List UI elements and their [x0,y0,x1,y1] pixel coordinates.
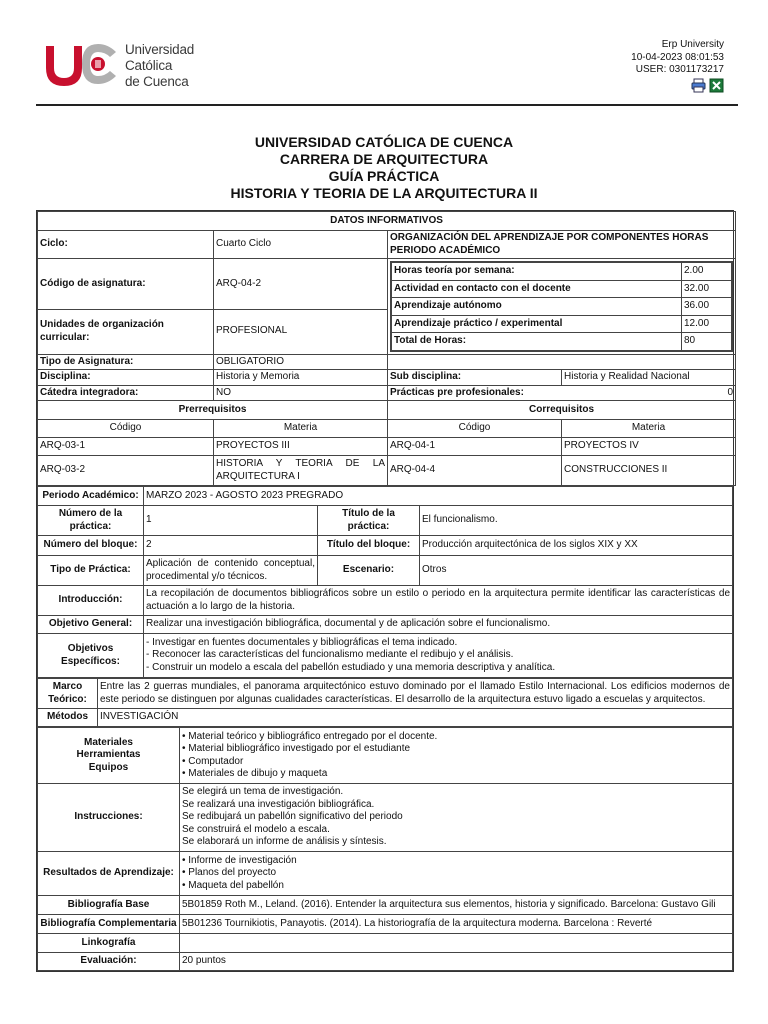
catedra-value: NO [214,385,388,401]
codigo-value: ARQ-04-2 [214,259,388,310]
hours-label: Aprendizaje práctico / experimental [392,315,682,333]
hours-value: 12.00 [682,315,732,333]
materiales-label-3: Equipos [88,761,129,773]
hours-row [392,280,732,298]
titulo-practica-value: El funcionalismo. [420,506,733,536]
titulo-bloque-value: Producción arquitectónica de los siglos XIX y XX [420,536,733,556]
objetivo-general-value: Realizar una investigación bibliográfica, documental y de aplicación sobre el funcionalismo. [144,616,733,634]
instrucciones-list [180,784,733,852]
org-heading: ORGANIZACIÓN DEL APRENDIZAJE POR COMPONENTES HORAS PERIODO ACADÉMICO [388,231,736,259]
linkografia-value [180,934,733,953]
hours-value: 80 [682,333,732,351]
resultado-item: • Informe de investigación [182,854,297,866]
metodos-label: Métodos [38,709,98,727]
metodos-value: INVESTIGACIÓN [98,709,733,727]
practica-table [37,486,733,678]
unidades-value: PROFESIONAL [214,309,388,354]
objetivo-especifico: - Investigar en fuentes documentales y bibliográficas el tema indicado. [146,636,458,648]
bibliografia-complementaria-value: 5B01236 Tournikiotis, Panayotis. (2014). La historiografía de la arquitectura moderna. Barcelona : Reverté [180,915,733,934]
subdisciplina-value: Historia y Realidad Nacional [562,370,736,386]
objetivo-especifico: - Reconocer las características del funcionalismo mediante el redibujo y el análisis. [146,649,514,661]
resultado-item: • Maqueta del pabellón [182,879,284,891]
instrucciones-label: Instrucciones: [38,784,180,852]
practicas-value: 0 [562,385,736,401]
user-id: USER: 0301173217 [635,64,724,75]
evaluacion-label: Evaluación: [38,953,180,971]
co-col-materia: Materia [562,420,736,438]
objetivo-general-label: Objetivo General: [38,616,144,634]
practice-guide-sheet [36,210,734,972]
titulo-practica-label: Título de la práctica: [318,506,420,536]
resultado-item: • Planos del proyecto [182,867,277,879]
hours-label: Aprendizaje autónomo [392,298,682,316]
pre-col-codigo: Código [38,420,214,438]
pre-materia: HISTORIA Y TEORIA DE LA ARQUITECTURA I [214,456,388,486]
hours-cell [388,259,736,355]
hours-label: Actividad en contacto con el docente [392,280,682,298]
pre-codigo: ARQ-03-1 [38,438,214,456]
introduccion-value: La recopilación de documentos bibliográficos sobre un estilo o periodo en la arquitectura permite identificar las características de actuación a lo largo de la historia. [144,586,733,616]
catedra-label: Cátedra integradora: [38,385,214,401]
tipo-practica-label: Tipo de Práctica: [38,556,144,586]
requisito-row [38,438,736,456]
co-codigo: ARQ-04-1 [388,438,562,456]
bibliografia-base-label: Bibliografía Base [38,896,180,915]
hours-value: 2.00 [682,263,732,281]
title-subject: HISTORIA Y TEORIA DE LA ARQUITECTURA II [230,185,538,201]
recursos-table [37,727,733,971]
escenario-label: Escenario: [318,556,420,586]
material-item: • Material teórico y bibliográfico entregado por el docente. [182,730,438,742]
logo-line-3: de Cuenca [125,74,189,89]
hours-box [390,261,733,352]
co-codigo: ARQ-04-4 [388,456,562,486]
practicas-label: Prácticas pre profesionales: [388,385,562,401]
tipo-practica-value: Aplicación de contenido conceptual, procedimental y/o técnicos. [144,556,318,586]
hours-row [392,263,732,281]
marco-table [37,678,733,727]
excel-icon[interactable] [709,78,724,93]
evaluacion-value: 20 puntos [180,953,733,971]
hours-table [391,262,732,351]
materiales-list [180,728,733,784]
objetivo-especifico: - Construir un modelo a escala del pabellón estudiado y una memoria descriptiva y analítica. [146,661,556,673]
title-university: UNIVERSIDAD CATÓLICA DE CUENCA [254,134,514,150]
title-career: CARRERA DE ARQUITECTURA [279,151,489,167]
hours-row [392,315,732,333]
hours-value: 36.00 [682,298,732,316]
correquisitos-heading: Correquisitos [388,401,736,420]
ciclo-label: Ciclo: [38,231,214,259]
co-col-codigo: Código [388,420,562,438]
disciplina-label: Disciplina: [38,370,214,386]
uc-logo-icon [42,40,122,92]
pre-col-materia: Materia [214,420,388,438]
bibliografia-complementaria-label: Bibliografía Complementaria [38,915,180,934]
header-divider [36,104,738,106]
introduccion-label: Introducción: [38,586,144,616]
pre-codigo: ARQ-03-2 [38,456,214,486]
document-titles [0,134,768,202]
periodo-value: MARZO 2023 - AGOSTO 2023 PREGRADO [144,487,733,506]
instruccion-item: Se redibujará un pabellón significativo del periodo [182,811,403,823]
bibliografia-base-value: 5B01859 Roth M., Leland. (2016). Entender la arquitectura sus elementos, historia y significado. Barcelona: Gustavo Gili [180,896,733,915]
numero-bloque-value: 2 [144,536,318,556]
tipo-asignatura-label: Tipo de Asignatura: [38,354,214,370]
system-name: Erp University [661,39,724,50]
hours-label: Horas teoría por semana: [392,263,682,281]
materiales-label-1: Materiales [84,736,133,748]
hours-row [392,333,732,351]
titulo-bloque-label: Título del bloque: [318,536,420,556]
codigo-label: Código de asignatura: [38,259,214,310]
resultados-label: Resultados de Aprendizaje: [38,852,180,896]
marco-teorico-value: Entre las 2 guerras mundiales, el panorama arquitectónico estuvo dominado por el llamado Estilo Internacional. Los edificios modernos de este periodo se distinguen por algunas cualidades características. El desarrollo de la arquitectura estuvo ligado a escuelas y arquitectos. [98,679,733,709]
materiales-label [38,728,180,784]
materiales-label-2: Herramientas [76,749,141,761]
numero-bloque-label: Número del bloque: [38,536,144,556]
subdisciplina-label: Sub disciplina: [388,370,562,386]
print-datetime: 10-04-2023 08:01:53 [631,51,724,63]
system-info [631,39,724,77]
printer-icon[interactable] [691,78,706,93]
instruccion-item: Se realizará una investigación bibliográfica. [182,798,375,810]
logo-line-2: Católica [125,58,173,73]
linkografia-label: Linkografía [38,934,180,953]
marco-teorico-label: Marco Teórico: [38,679,98,709]
instruccion-item: Se elaborará un informe de análisis y síntesis. [182,836,387,848]
datos-table [37,211,736,486]
ciclo-value: Cuarto Ciclo [214,231,388,259]
university-logo [42,40,232,92]
pre-materia: PROYECTOS III [214,438,388,456]
tipo-asignatura-value: OBLIGATORIO [214,354,388,370]
logo-line-1: Universidad [125,42,195,57]
hours-row [392,298,732,316]
material-item: • Computador [182,755,244,767]
objetivos-especificos-label: Objetivos Específicos: [38,634,144,678]
datos-heading: DATOS INFORMATIVOS [38,212,736,231]
numero-practica-value: 1 [144,506,318,536]
hours-value: 32.00 [682,280,732,298]
resultados-list [180,852,733,896]
periodo-label: Periodo Académico: [38,487,144,506]
co-materia: PROYECTOS IV [562,438,736,456]
hours-label: Total de Horas: [392,333,682,351]
instruccion-item: Se construirá el modelo a escala. [182,823,330,835]
export-icons [691,78,724,93]
material-item: • Material bibliográfico investigado por el estudiante [182,743,411,754]
escenario-value: Otros [420,556,733,586]
title-guide: GUÍA PRÁCTICA [328,168,440,184]
prerrequisitos-heading: Prerrequisitos [38,401,388,420]
co-materia: CONSTRUCCIONES II [562,456,736,486]
instruccion-item: Se elegirá un tema de investigación. [182,786,344,798]
disciplina-value: Historia y Memoria [214,370,388,386]
page-header [36,36,734,102]
requisito-row [38,456,736,486]
unidades-label: Unidades de organización curricular: [38,309,214,354]
material-item: • Materiales de dibujo y maqueta [182,768,328,779]
numero-practica-label: Número de la práctica: [38,506,144,536]
objetivos-especificos-list [144,634,733,678]
